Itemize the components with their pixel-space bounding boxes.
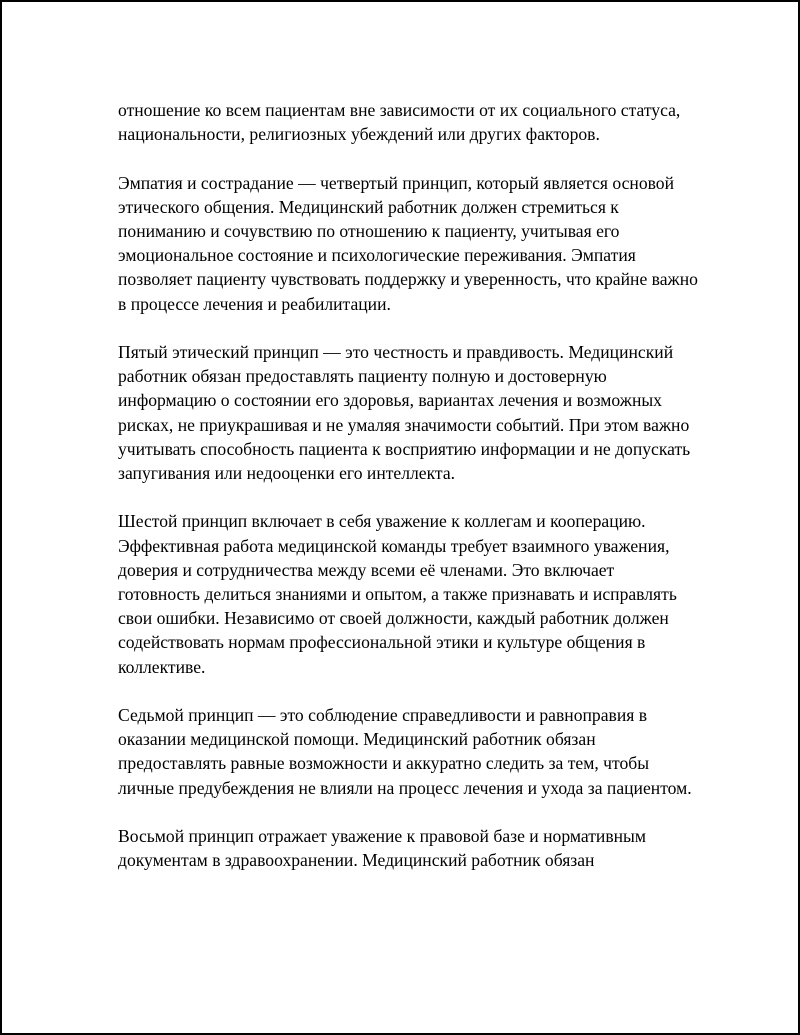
paragraph-6: Восьмой принцип отражает уважение к правовой базе и нормативным документам в здравоохранении. Медицинский работник обязан (118, 826, 646, 871)
document-body (118, 98, 698, 872)
paragraph-5: Седьмой принцип — это соблюдение справедливости и равноправия в оказании медицинской помощи. Медицинский работник обязан предоставлять равные возможности и аккуратно следить за тем, чтобы личные предубеждения не влияли на процесс лечения и ухода за пациентом. (118, 705, 692, 798)
paragraph-3: Пятый этический принцип — это честность и правдивость. Медицинский работник обязан предоставлять пациенту полную и достоверную информацию о состоянии его здоровья, вариантах лечения и возможных рисках, не приукрашивая и не умаляя значимости событий. При этом важно учитывать способность пациента к восприятию информации и не допускать запугивания или недооценки его интеллекта. (118, 342, 691, 484)
paragraph-1: отношение ко всем пациентам вне зависимости от их социального статуса, национальности, религиозных убеждений или других факторов. (118, 100, 681, 145)
paragraph-2: Эмпатия и сострадание — четвертый принцип, который является основой этического общения. Медицинский работник должен стремиться к пониманию и сочувствию по отношению к пациенту, учитывая его эмоциональное состояние и психологические переживания. Эмпатия позволяет пациенту чувствовать поддержку и уверенность, что крайне важно в процессе лечения и реабилитации. (118, 172, 698, 314)
paragraph-4: Шестой принцип включает в себя уважение к коллегам и кооперацию. Эффективная работа медицинской команды требует взаимного уважения, доверия и сотрудничества между всеми её членами. Это включает готовность делиться знаниями и опытом, а также признавать и исправлять свои ошибки. Независимо от своей должности, каждый работник должен содействовать нормам профессиональной этики и культуре общения в коллективе. (118, 511, 677, 677)
